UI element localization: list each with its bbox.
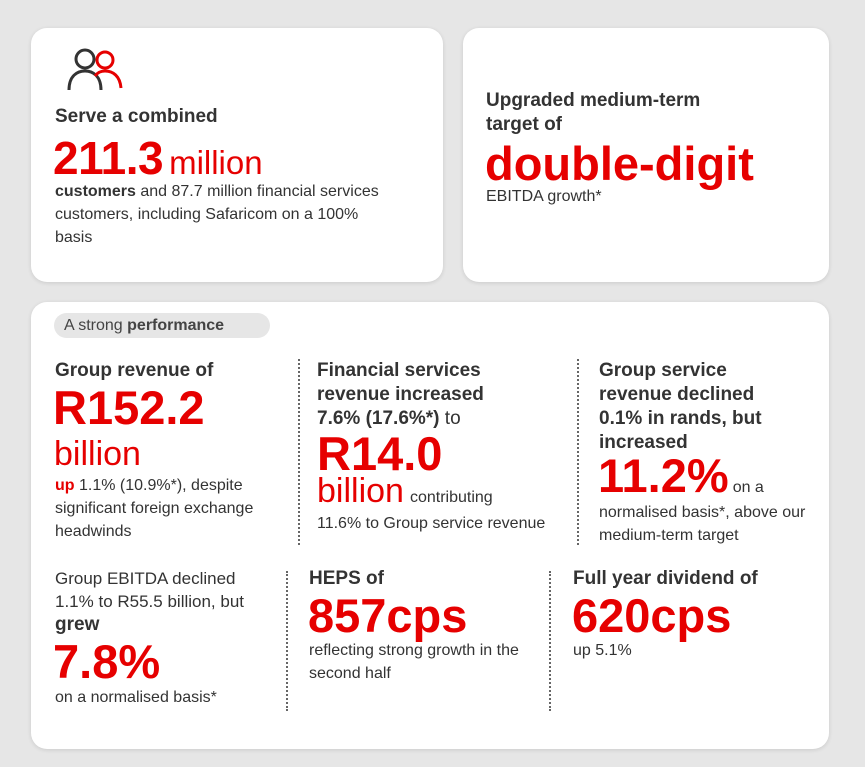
customers-description (55, 180, 385, 249)
ebitda-target-value: double-digit (485, 137, 754, 190)
financial-services-value: R14.0 (317, 427, 443, 480)
divider (286, 571, 288, 711)
group-ebitda-label-plain: Group EBITDA declined 1.1% to R55.5 billion, but (55, 569, 245, 611)
performance-tag-bold: performance (127, 317, 225, 334)
ebitda-target-card (463, 28, 829, 282)
customers-card (31, 28, 443, 282)
divider (577, 359, 579, 545)
heps-label: HEPS of (309, 568, 384, 589)
customers-number: 211.3 (53, 132, 164, 184)
dividend-value: 620cps (572, 589, 732, 642)
group-ebitda-value: 7.8% (53, 635, 161, 688)
group-service-detail: normalised basis*, above our medium-term target (599, 504, 806, 544)
financial-services-label-text: Financial services revenue increased (317, 360, 484, 405)
financial-services-label (317, 359, 527, 431)
heps-detail: reflecting strong growth in the second half (309, 642, 519, 682)
dividend-label: Full year dividend of (573, 568, 758, 589)
financial-services-growth: 7.6% (17.6%*) (317, 408, 440, 429)
dividend-detail: up 5.1% (573, 642, 632, 659)
group-service-value: 11.2% (598, 449, 729, 502)
ebitda-target-intro: Upgraded medium-term target of (486, 90, 701, 135)
financial-services-tail: contributing (409, 489, 493, 506)
performance-tag-plain: A strong (64, 317, 128, 334)
group-ebitda-detail: on a normalised basis* (55, 689, 217, 706)
group-ebitda-label-bold: grew (55, 614, 100, 635)
group-revenue-detail (55, 474, 285, 543)
customers-desc-bold: customers (55, 183, 136, 200)
performance-card (31, 302, 829, 749)
customers-unit: million (169, 144, 263, 181)
group-ebitda-label (55, 567, 265, 636)
heps-value: 857cps (308, 589, 468, 642)
group-revenue-detail-bold: up (55, 477, 75, 494)
divider (549, 571, 551, 711)
divider (298, 359, 300, 545)
performance-tag (54, 313, 270, 338)
ebitda-target-description: EBITDA growth* (486, 188, 602, 205)
financial-services-unit: billion (317, 472, 404, 510)
group-revenue-value: R152.2 (53, 381, 205, 434)
group-revenue-detail-rest: 1.1% (10.9%*), despite significant foreign exchange headwinds (55, 477, 254, 540)
group-revenue-unit: billion (54, 435, 141, 473)
group-service-label: Group service revenue declined 0.1% in rands, but increased (599, 360, 762, 453)
customers-intro: Serve a combined (55, 106, 218, 127)
customers-desc-rest: and 87.7 million financial services customers, including Safaricom on a 100% basis (55, 183, 379, 246)
group-revenue-label: Group revenue of (55, 360, 214, 381)
people-icon (65, 46, 125, 92)
financial-services-detail: 11.6% to Group service revenue (317, 515, 546, 532)
financial-services-to: to (439, 408, 461, 429)
financial-services-unit-line (317, 472, 587, 513)
group-service-tail: on a (732, 479, 764, 496)
